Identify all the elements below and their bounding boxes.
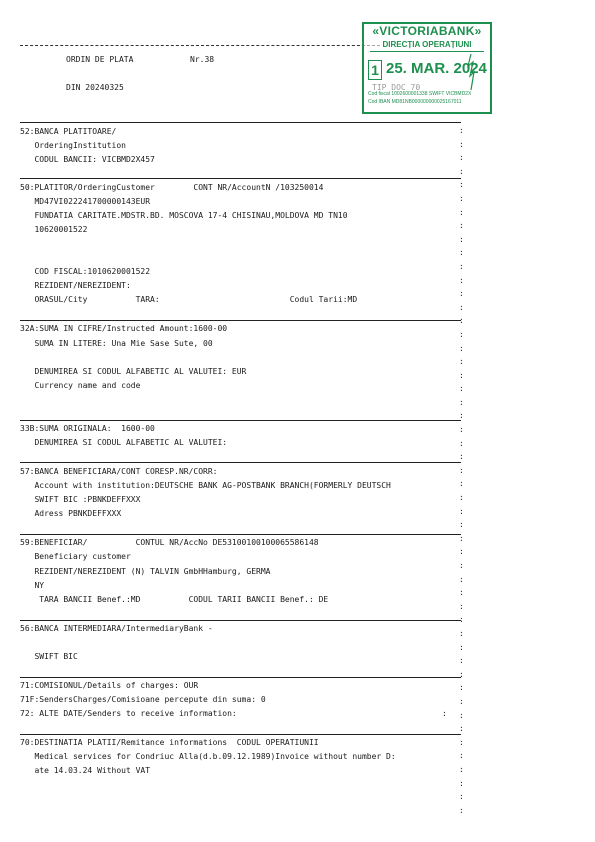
s59-resident-cont: NY [20, 581, 45, 590]
section-rule [20, 122, 461, 123]
s56-heading: 56:BANCA INTERMEDIARA/IntermediaryBank - [20, 624, 213, 633]
section-rule [20, 734, 461, 735]
stamp-fiscal-line: Cod fiscal 1002600001338 SWIFT VICBMD2X [368, 91, 472, 97]
s50-account: MD47VI022241700000143EUR [20, 197, 151, 206]
bank-stamp [362, 22, 492, 114]
section-rule [20, 420, 461, 421]
stamp-department: DIRECȚIA OPERAȚIUNI [370, 40, 484, 52]
s50-heading: 50:PLATITOR/OrderingCustomer CONT NR/AccountN /103250014 [20, 183, 324, 192]
s32a-currency-label: Currency name and code [20, 381, 141, 390]
stamp-iban-line: Cod IBAN MD81NB000000000025167011 [368, 99, 462, 105]
s59-bank-country: TARA BANCII Benef.:MD CODUL TARII BANCII Benef.: DE [20, 595, 329, 604]
s59-beneficiary: Beneficiary customer [20, 552, 131, 561]
s50-fiscal-code: COD FISCAL:1010620001522 [20, 267, 151, 276]
order-date: DIN 20240325 [66, 83, 124, 92]
s33b-currency: DENUMIREA SI CODUL ALFABETIC AL VALUTEI: [20, 438, 228, 447]
s32a-amount-words: SUMA IN LITERE: Una Mie Sase Sute, 00 [20, 339, 213, 348]
s71-charges: 71:COMISIONUL/Details of charges: OUR [20, 681, 199, 690]
s50-address-cont: 10620001522 [20, 225, 88, 234]
section-rule [20, 620, 461, 621]
stamp-date: 25. MAR. 2024 [386, 60, 487, 77]
right-margin-colons: : : : : : : : : : : : : : : : : : : : : : : : : : : : : : : : : : : : : : : : : : : : : : : : : : : : [459, 126, 464, 815]
order-number: Nr.38 [190, 55, 215, 64]
section-rule [20, 534, 461, 535]
s56-swift: SWIFT BIC [20, 652, 78, 661]
s57-heading: 57:BANCA BENEFICIARA/CONT CORESP.NR/CORR: [20, 467, 218, 476]
s50-resident: REZIDENT/NEREZIDENT: [20, 281, 131, 290]
s52-bank-code: CODUL BANCII: VICBMD2X457 [20, 155, 155, 164]
stamp-box-number: 1 [368, 60, 382, 80]
s32a-amount: 32A:SUMA IN CIFRE/Instructed Amount:1600-00 [20, 324, 228, 333]
s72-colon: : [442, 709, 447, 718]
s71f-senders-charges: 71F:SendersCharges/Comisioane percepute din suma: 0 [20, 695, 266, 704]
s33b-original-amount: 33B:SUMA ORIGINALA: 1600-00 [20, 424, 155, 433]
order-title: ORDIN DE PLATA [66, 55, 134, 64]
s57-swift: SWIFT BIC :PBNKDEFFXXX [20, 495, 141, 504]
s70-remittance-cont: ate 14.03.24 Without VAT [20, 766, 151, 775]
s59-heading: 59:BENEFICIAR/ CONTUL NR/AccNo DE53100100100065586148 [20, 538, 319, 547]
s50-address: FUNDATIA CARITATE.MDSTR.BD. MOSCOVA 17-4 CHISINAU,MOLDOVA MD TN10 [20, 211, 348, 220]
s50-city-country: ORASUL/City TARA: Codul Tarii:MD [20, 295, 358, 304]
section-rule [20, 677, 461, 678]
s32a-currency: DENUMIREA SI CODUL ALFABETIC AL VALUTEI: EUR [20, 367, 247, 376]
section-rule [20, 320, 461, 321]
s57-institution: Account with institution:DEUTSCHE BANK AG-POSTBANK BRANCH(FORMERLY DEUTSCH [20, 481, 391, 490]
s59-resident: REZIDENT/NEREZIDENT (N) TALVIN GmbHHamburg, GERMA [20, 567, 271, 576]
section-rule [20, 462, 461, 463]
s72-other-data: 72: ALTE DATE/Senders to receive information: [20, 709, 237, 718]
stamp-bank-name: «VICTORIABANK» [372, 24, 482, 38]
top-dashed-rule [20, 45, 380, 46]
s70-heading: 70:DESTINATIA PLATII/Remitance informations CODUL OPERATIUNII [20, 738, 319, 747]
s52-heading: 52:BANCA PLATITOARE/ [20, 127, 117, 136]
s70-remittance: Medical services for Condriuc Alla(d.b.09.12.1989)Invoice without number D: [20, 752, 396, 761]
s57-address: Adress PBNKDEFFXXX [20, 509, 122, 518]
section-rule [20, 178, 461, 179]
s52-line: OrderingInstitution [20, 141, 126, 150]
signature-mark [464, 52, 478, 92]
